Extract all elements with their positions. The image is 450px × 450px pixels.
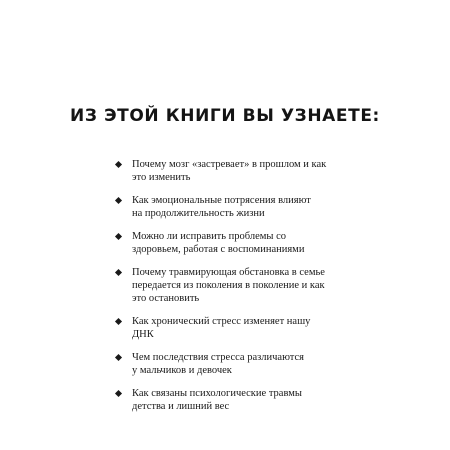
list-item-line: Почему мозг «застревает» в прошлом и как: [132, 159, 327, 170]
list-item-line: здоровьем, работая с воспоминаниями: [132, 244, 305, 255]
list-item-line: передается из поколения в поколение и как: [132, 280, 325, 291]
list-item: [116, 158, 356, 184]
list-item-line: это остановить: [132, 293, 200, 304]
list-item-line: Как эмоциональные потрясения влияют: [132, 195, 311, 206]
diamond-bullet-icon: [115, 354, 122, 361]
diamond-bullet-icon: [115, 390, 122, 397]
list-item: [116, 387, 356, 413]
diamond-bullet-icon: [115, 197, 122, 204]
list-item: [116, 315, 356, 341]
diamond-bullet-icon: [115, 161, 122, 168]
list-item-line: детства и лишний вес: [132, 401, 230, 412]
list-item-line: это изменить: [132, 172, 191, 183]
topics-list: [116, 158, 356, 423]
diamond-bullet-icon: [115, 233, 122, 240]
diamond-bullet-icon: [115, 318, 122, 325]
list-item: [116, 230, 356, 256]
list-item-line: Можно ли исправить проблемы со: [132, 231, 287, 242]
list-item-line: Чем последствия стресса различаются: [132, 352, 304, 363]
list-item-line: на продолжительность жизни: [132, 208, 265, 219]
list-item: [116, 194, 356, 220]
list-item: [116, 351, 356, 377]
list-item: [116, 266, 356, 305]
list-item-line: Как связаны психологические травмы: [132, 388, 302, 399]
list-item-line: Почему травмирующая обстановка в семье: [132, 267, 325, 278]
page-heading: ИЗ ЭТОЙ КНИГИ ВЫ УЗНАЕТЕ:: [70, 106, 380, 126]
list-item-line: у мальчиков и девочек: [132, 365, 232, 376]
list-item-line: ДНК: [132, 329, 154, 340]
list-item-line: Как хронический стресс изменяет нашу: [132, 316, 311, 327]
diamond-bullet-icon: [115, 269, 122, 276]
